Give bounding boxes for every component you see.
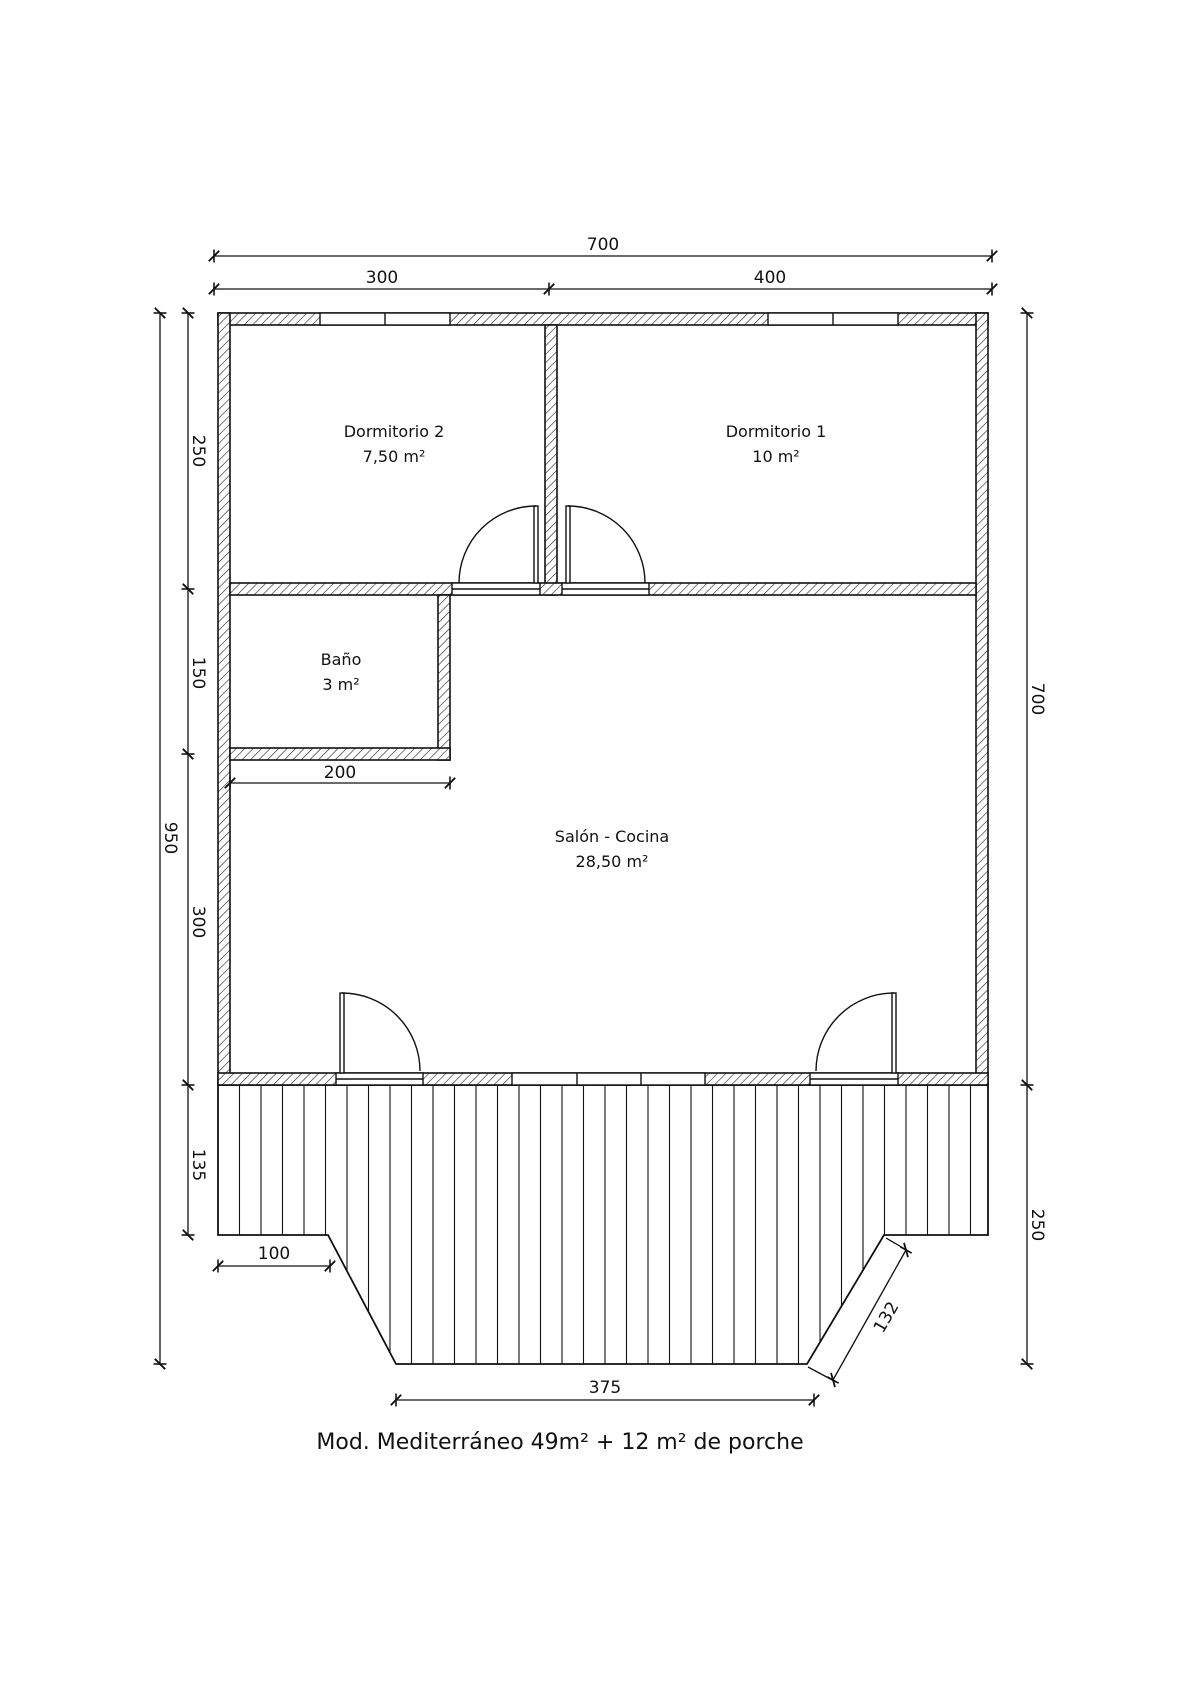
dim-left-dormitorio: 250 (188, 434, 208, 468)
dim-porche-diagonal: 132 (869, 1298, 904, 1337)
dim-top-right: 400 (753, 268, 787, 288)
room-dormitorio2-name: Dormitorio 2 (343, 422, 445, 441)
room-salon-name: Salón - Cocina (554, 827, 670, 846)
room-bano-name: Baño (320, 650, 362, 669)
dim-left-total: 950 (160, 821, 180, 855)
dim-top-total: 700 (586, 235, 620, 255)
room-bano-area: 3 m² (322, 675, 360, 694)
dim-porche-offset: 100 (257, 1244, 291, 1264)
room-labels (321, 422, 827, 871)
room-salon-area: 28,50 m² (575, 852, 649, 871)
dim-left-bano: 150 (188, 656, 208, 690)
dim-left-salon: 300 (188, 905, 208, 939)
dim-bano-width: 200 (323, 763, 357, 783)
plan-caption: Mod. Mediterráneo 49m² + 12 m² de porche (316, 1430, 804, 1455)
room-dormitorio1-name: Dormitorio 1 (725, 422, 827, 441)
walls (218, 313, 988, 1085)
room-dormitorio1-area: 10 m² (752, 447, 800, 466)
dim-porche-front: 375 (588, 1378, 622, 1398)
dim-right-house: 700 (1027, 682, 1047, 716)
dim-right-porche: 250 (1027, 1208, 1047, 1242)
dim-left-porche: 135 (188, 1148, 208, 1182)
room-dormitorio2-area: 7,50 m² (362, 447, 426, 466)
dim-top-left: 300 (365, 268, 399, 288)
openings-bottom (336, 1073, 898, 1085)
